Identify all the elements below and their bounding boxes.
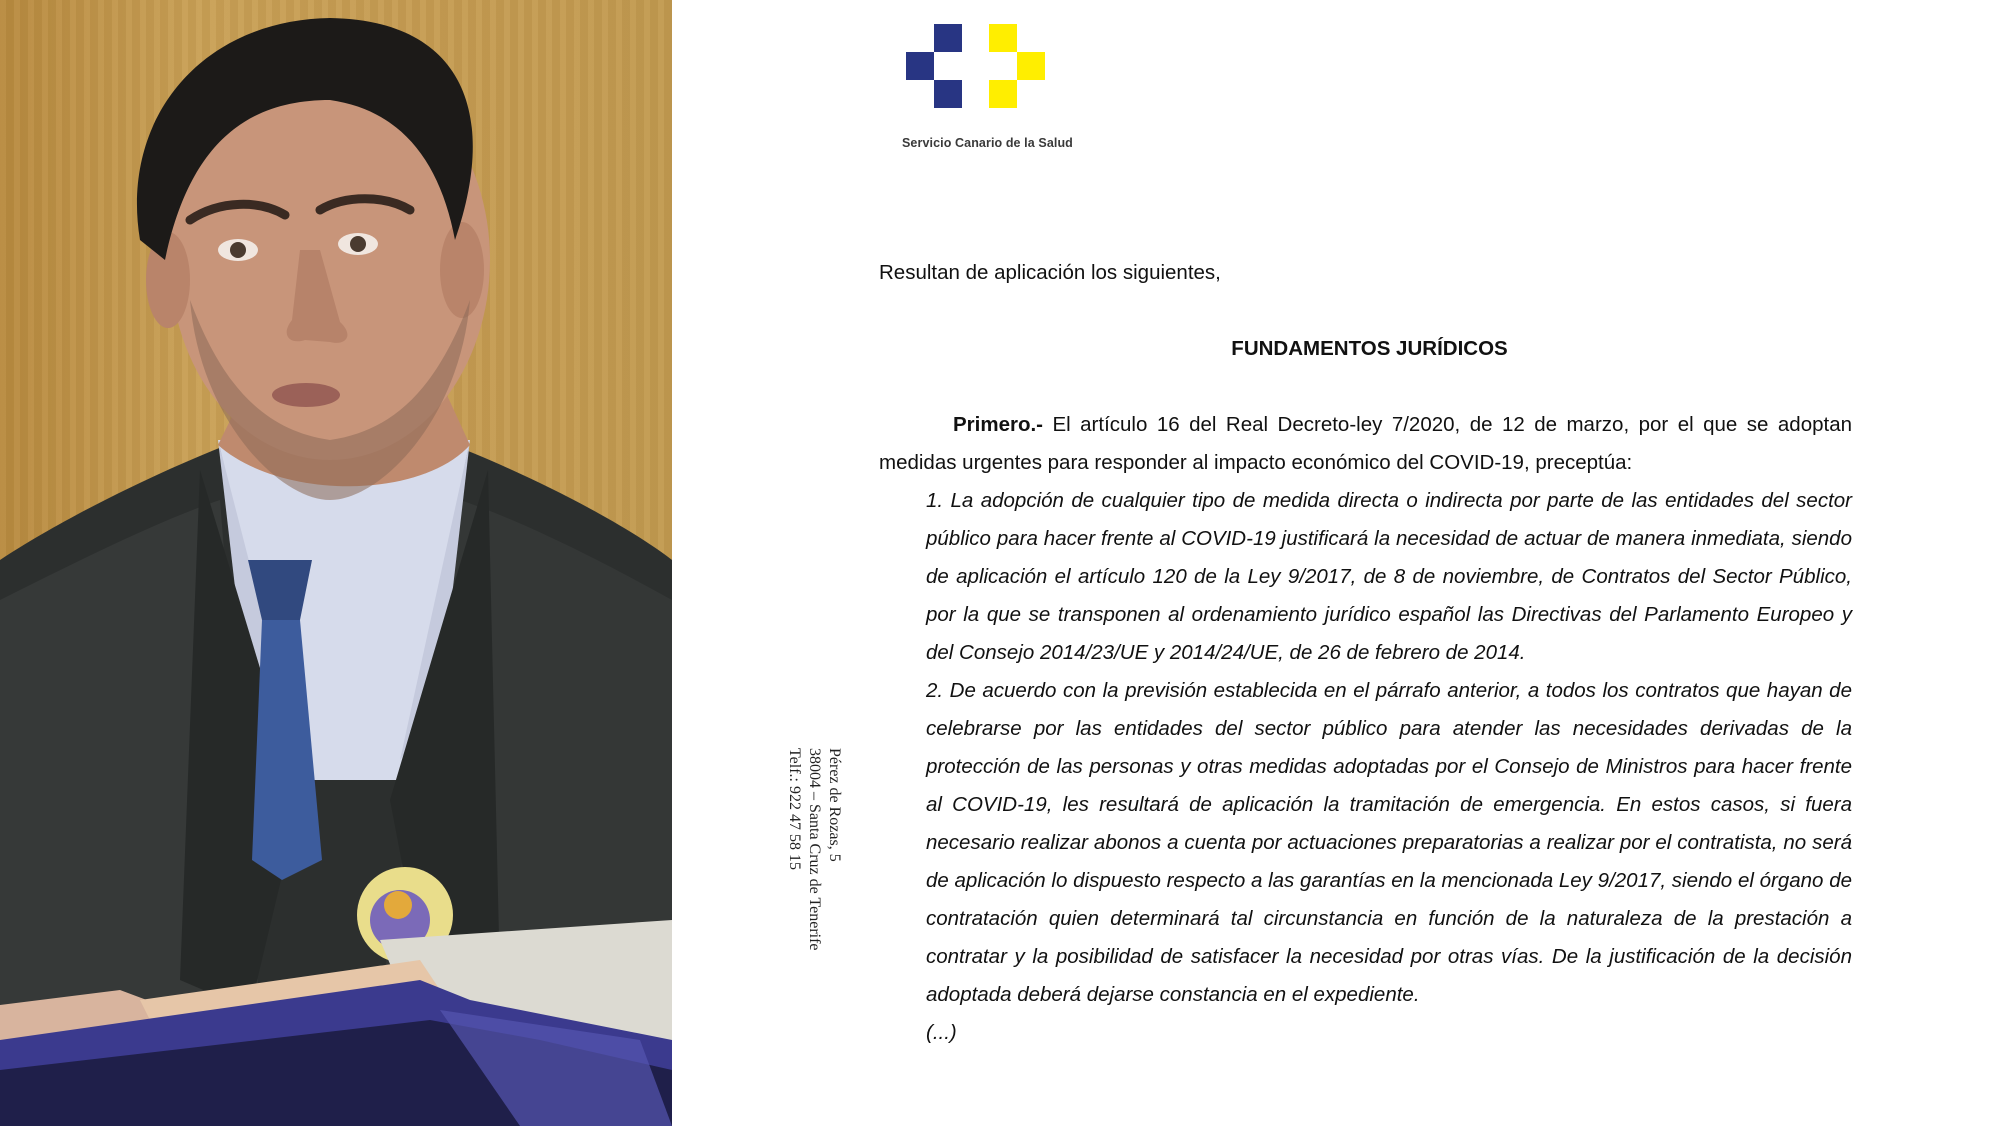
- logo-blue-square-top: [934, 24, 962, 52]
- omission-marker: (...): [926, 1021, 957, 1044]
- document-body: [879, 254, 1852, 1052]
- quoted-clause-2: 2. De acuerdo con la previsión establecida en el párrafo anterior, a todos los contratos que hayan de celebrarse por las entidades del sector público para atender las necesidades derivadas de la protección de las personas y otras medidas adoptadas por el Consejo de Ministros para hacer frente al COVID-19, les resultará de aplicación la tramitación de emergencia. En estos casos, si fuera necesario realizar abonos a cuenta por actuaciones preparatorias a realizar por el contratista, no será de aplicación lo dispuesto respecto a las garantías en la mencionada Ley 9/2017, siendo el órgano de contratación quien determinará tal circunstancia en función de la naturaleza de la prestación a contratar y la posibilidad de satisfacer la necesidad por otras vías. De la justificación de la decisión adoptada deberá dejarse constancia en el expediente.: [926, 679, 1852, 1006]
- logo-yellow-square-bottom: [989, 80, 1017, 108]
- address-street: Pérez de Rozas, 5: [826, 748, 843, 862]
- logo-yellow-square-middle: [1017, 52, 1045, 80]
- intro-sentence: Resultan de aplicación los siguientes,: [879, 261, 1221, 284]
- scs-logo: [906, 24, 1046, 108]
- logo-blue-square-middle: [906, 52, 934, 80]
- primero-text: El artículo 16 del Real Decreto-ley 7/2020, de 12 de marzo, por el que se adoptan medidas urgentes para responder al impacto económico del COVID-19, preceptúa:: [879, 413, 1852, 474]
- quoted-clause-1: 1. La adopción de cualquier tipo de medida directa o indirecta por parte de las entidades del sector público para hacer frente al COVID-19 justificará la necesidad de actuar de manera inmediata, siendo de aplicación el artículo 120 de la Ley 9/2017, de 8 de noviembre, de Contratos del Sector Público, por la que se transponen al ordenamiento jurídico español las Directivas del Parlamento Europeo y del Consejo 2014/23/UE y 2014/24/UE, de 26 de febrero de 2014.: [926, 489, 1852, 664]
- document-page: [672, 0, 2000, 1126]
- address-phone: Telf.: 922 47 58 15: [786, 748, 803, 870]
- logo-caption: Servicio Canario de la Salud: [902, 136, 1073, 150]
- primero-label: Primero.-: [953, 413, 1043, 436]
- logo-yellow-square-top: [989, 24, 1017, 52]
- portrait-illustration: [0, 0, 672, 1126]
- primero-paragraph: [879, 406, 1852, 482]
- logo-blue-square-bottom: [934, 80, 962, 108]
- section-heading: FUNDAMENTOS JURÍDICOS: [1231, 337, 1508, 360]
- address-city: 38004 – Santa Cruz de Tenerife: [806, 748, 823, 951]
- person-photo: [0, 0, 672, 1126]
- sidebar-address: [780, 748, 844, 968]
